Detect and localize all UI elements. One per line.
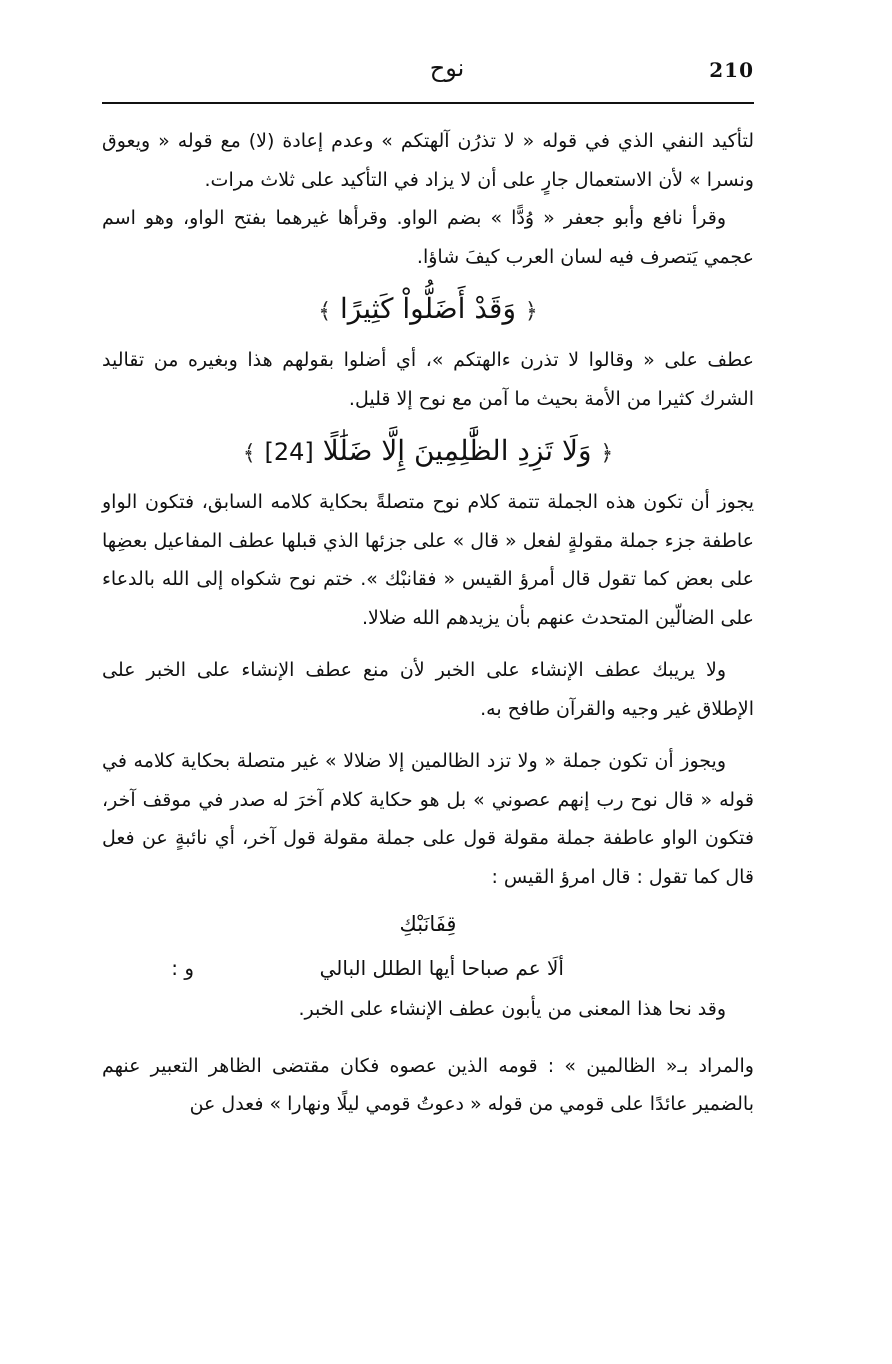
verse-close-ornament: ﴾ [242, 441, 256, 466]
paragraph-6: ويجوز أن تكون جملة « ولا تزد الظالمين إلا ضلالا » غير متصلة بحكاية كلامه في قوله « قال نوح رب إنهم عصوني » بل هو حكاية كلام آخرَ له صدر في موقف آخر، فتكون الواو عاطفة جملة مقولة قول على جملة مقولة قول آخر، أي نائبةٍ عن فعل قال كما تقول : قال امرؤ القيس : [102, 750, 754, 888]
verse-text-1: وَقَدْ أَضَلُّواْ كَثِيرًا [340, 292, 516, 325]
running-head: نوح [429, 54, 465, 82]
page-header [102, 52, 754, 96]
header-rule [102, 102, 754, 104]
verse-close-ornament: ﴾ [318, 299, 332, 324]
paragraph-1: لتأكيد النفي الذي في قوله « لا تذرُن آلهتكم » وعدم إعادة (لا) مع قوله « ويعوق ونسرا » لأن الاستعمال جارٍ على أن لا يزاد في التأكيد على ثلاث مرات. [102, 130, 754, 191]
paragraph-5: ولا يريبك عطف الإنشاء على الخبر لأن منع عطف الإنشاء على الخبر على الإطلاق غير وجيه والقرآن طافح به. [102, 659, 754, 720]
paragraph-2: وقرأ نافع وأبو جعفر « وُدًّا » بضم الواو. وقرأها غيرهما بفتح الواو، وهو اسم عجمي يَتصرف فيه لسان العرب كيفَ شاؤا. [102, 207, 754, 268]
verse-text-2: وَلَا تَزِدِ الظَّٰلِمِينَ إِلَّا ضَلَٰلًا [322, 434, 592, 467]
paragraph-3: عطف على « وقالوا لا تذرن ءالهتكم »، أي أضلوا بقولهم هذا وبغيره من تقاليد الشرك كثيرا من الأمة بحيث ما آمن مع نوح إلا قليل. [102, 349, 754, 410]
verse-open-ornament: ﴿ [600, 441, 614, 466]
verse-open-ornament: ﴿ [524, 299, 538, 324]
poem-verse: ألَا عم صباحا أيها الطلل البالي [319, 956, 564, 980]
page-body [102, 122, 754, 1124]
verse-heading-1 [102, 282, 754, 339]
paragraph-7: وقد نحا هذا المعنى من يأبون عطف الإنشاء على الخبر. [298, 998, 726, 1020]
verse-number: [24] [264, 438, 314, 466]
poem-quote-word: قِفَانَبْكِ [399, 912, 457, 936]
poem-label: و : [171, 956, 194, 980]
verse-heading-2 [102, 424, 754, 481]
paragraph-8: والمراد بـ« الظالمين » : قومه الذين عصوه فكان مقتضى الظاهر التعبير عنهم بالضمير عائدًا على قومي من قوله « دعوتُ قومي ليلًا ونهارا » فعدل عن [102, 1054, 754, 1115]
paragraph-4: يجوز أن تكون هذه الجملة تتمة كلام نوح متصلةً بحكاية كلامه السابق، فتكون الواو عاطفة جزء جملة مقولةٍ لفعل « قال » على جزئها الذي قبلها عطف المفاعيل بعضِها على بعض كما تقول قال أمرؤ القيس « فقانبْك ». ختم نوح شكواه إلى الله بالدعاء على الضالّين المتحدث عنهم بأن يزيدهم الله ضلالا. [102, 491, 754, 629]
poem-line [102, 946, 754, 990]
page-number: 210 [709, 58, 754, 82]
